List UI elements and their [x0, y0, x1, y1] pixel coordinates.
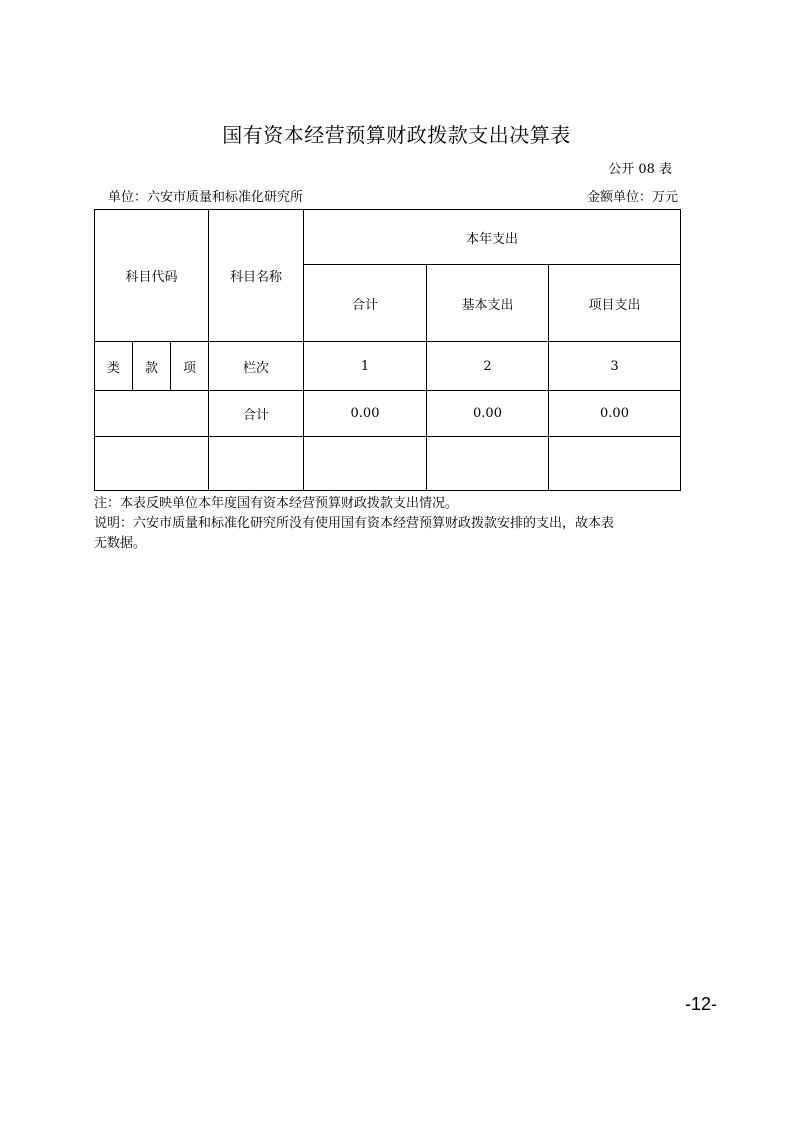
column-index-1: 1 [304, 342, 427, 391]
explanation-line-2: 无数据。 [94, 536, 147, 551]
total-row-total: 0.00 [304, 391, 427, 437]
item-header: 项 [171, 342, 209, 391]
class-header: 类 [95, 342, 133, 391]
header-row-1 [95, 210, 681, 265]
notes [94, 494, 684, 554]
column-index-3: 3 [549, 342, 681, 391]
page-title: 国有资本经营预算财政拨款支出决算表 [222, 123, 571, 147]
amount-unit-label: 金额单位：万元 [586, 190, 678, 205]
subject-code-header: 科目代码 [95, 210, 209, 342]
note-text: 注：本表反映单位本年度国有资本经营预算财政拨款支出情况。 [94, 496, 459, 511]
page-number: -12- [685, 994, 718, 1014]
total-row-basic: 0.00 [427, 391, 549, 437]
empty-cell [549, 437, 681, 491]
column-index-label: 栏次 [209, 342, 304, 391]
total-row-project: 0.00 [549, 391, 681, 437]
project-expense-header: 项目支出 [549, 265, 681, 342]
subject-name-header: 科目名称 [209, 210, 304, 342]
empty-cell [427, 437, 549, 491]
total-row-code [95, 391, 209, 437]
form-number: 公开 08 表 [608, 162, 672, 177]
total-header: 合计 [304, 265, 427, 342]
column-index-2: 2 [427, 342, 549, 391]
empty-cell [209, 437, 304, 491]
section-header: 款 [133, 342, 171, 391]
total-row [95, 391, 681, 437]
unit-label: 单位：六安市质量和标准化研究所 [108, 190, 304, 205]
explanation-line-1: 说明：六安市质量和标准化研究所没有使用国有资本经营预算财政拨款安排的支出，故本表 [94, 516, 615, 531]
empty-cell [304, 437, 427, 491]
empty-row [95, 437, 681, 491]
expense-table [94, 209, 681, 491]
year-expense-header: 本年支出 [304, 210, 681, 265]
index-row [95, 342, 681, 391]
basic-expense-header: 基本支出 [427, 265, 549, 342]
total-row-label: 合计 [209, 391, 304, 437]
empty-cell [95, 437, 209, 491]
